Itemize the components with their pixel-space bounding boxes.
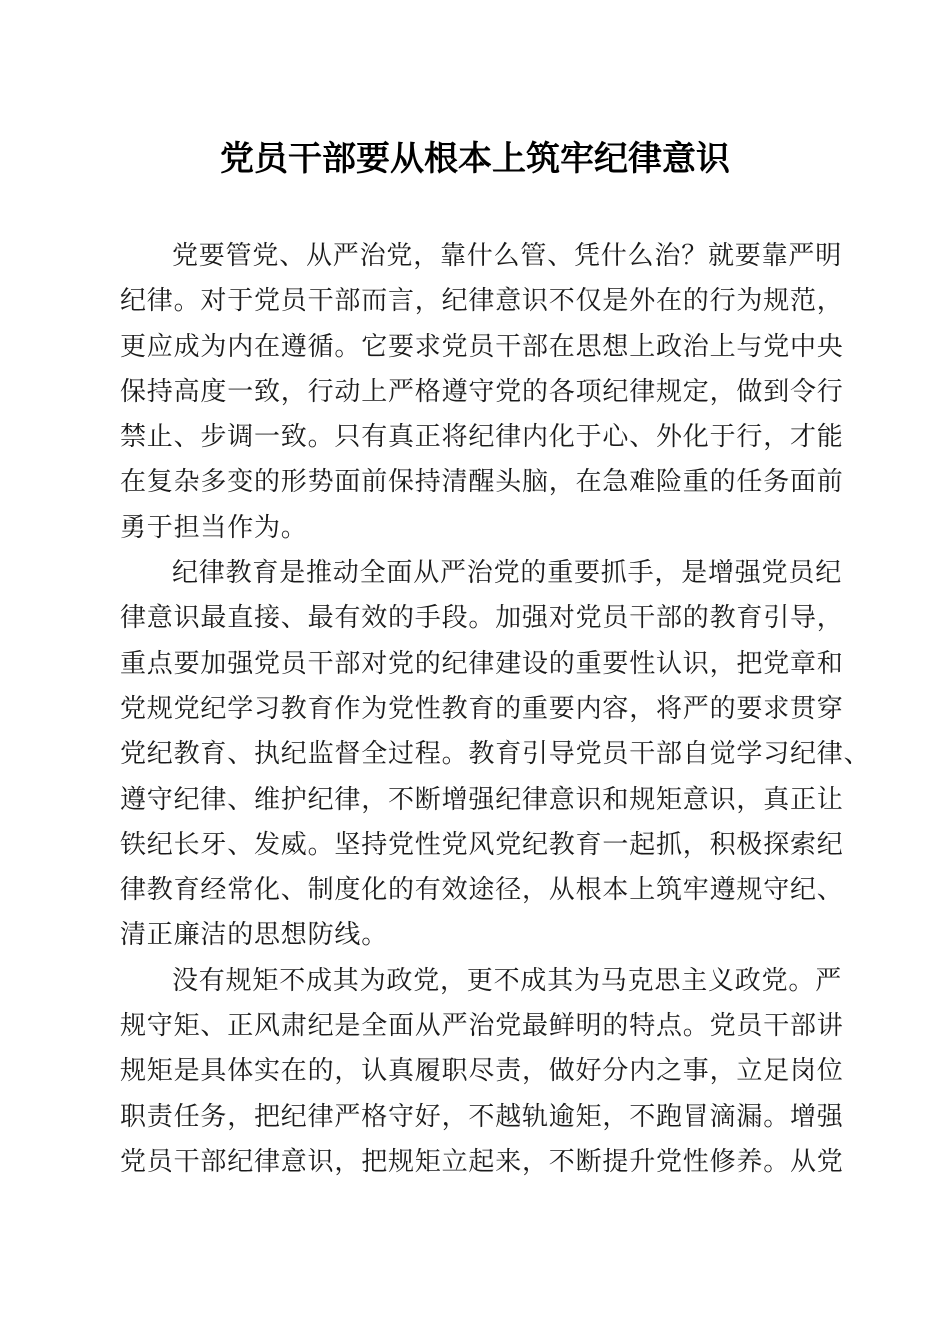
text-line: 律教育经常化、制度化的有效途径，从根本上筑牢遵规守纪、 xyxy=(120,875,844,906)
text-line: 清正廉洁的思想防线。 xyxy=(120,920,389,951)
text-line: 党纪教育、执纪监督全过程。教育引导党员干部自觉学习纪律、 xyxy=(120,739,871,770)
text-line: 规矩是具体实在的，认真履职尽责，做好分内之事，立足岗位 xyxy=(120,1056,844,1087)
text-line: 在复杂多变的形势面前保持清醒头脑，在急难险重的任务面前 xyxy=(120,467,844,498)
document-body xyxy=(120,234,871,1185)
text-line: 重点要加强党员干部对党的纪律建设的重要性认识，把党章和 xyxy=(120,648,844,679)
text-line: 保持高度一致，行动上严格遵守党的各项纪律规定，做到令行 xyxy=(120,376,844,407)
text-line: 勇于担当作为。 xyxy=(120,512,308,543)
text-line: 纪律。对于党员干部而言，纪律意识不仅是外在的行为规范， xyxy=(120,286,844,317)
paragraph-1 xyxy=(120,234,844,551)
text-line: 律意识最直接、最有效的手段。加强对党员干部的教育引导， xyxy=(120,603,844,634)
text-line: 纪律教育是推动全面从严治党的重要抓手，是增强党员纪 xyxy=(172,558,843,589)
text-line: 更应成为内在遵循。它要求党员干部在思想上政治上与党中央 xyxy=(120,331,844,362)
paragraph-2 xyxy=(120,551,871,959)
text-line: 党要管党、从严治党，靠什么管、凭什么治？就要靠严明 xyxy=(172,241,843,271)
text-line: 职责任务，把纪律严格守好，不越轨逾矩，不跑冒滴漏。增强 xyxy=(120,1101,844,1132)
text-line: 党员干部纪律意识，把规矩立起来，不断提升党性修养。从党 xyxy=(120,1146,844,1177)
text-line: 禁止、步调一致。只有真正将纪律内化于心、外化于行，才能 xyxy=(120,422,844,453)
text-line: 党规党纪学习教育作为党性教育的重要内容，将严的要求贯穿 xyxy=(120,693,844,724)
text-line: 没有规矩不成其为政党，更不成其为马克思主义政党。严 xyxy=(172,965,843,996)
text-line: 铁纪长牙、发威。坚持党性党风党纪教育一起抓，积极探索纪 xyxy=(120,829,844,860)
text-line: 规守矩、正风肃纪是全面从严治党最鲜明的特点。党员干部讲 xyxy=(120,1011,844,1042)
document-title: 党员干部要从根本上筑牢纪律意识 xyxy=(220,139,730,179)
text-line: 遵守纪律、维护纪律，不断增强纪律意识和规矩意识，真正让 xyxy=(120,784,844,815)
paragraph-3 xyxy=(120,959,844,1185)
